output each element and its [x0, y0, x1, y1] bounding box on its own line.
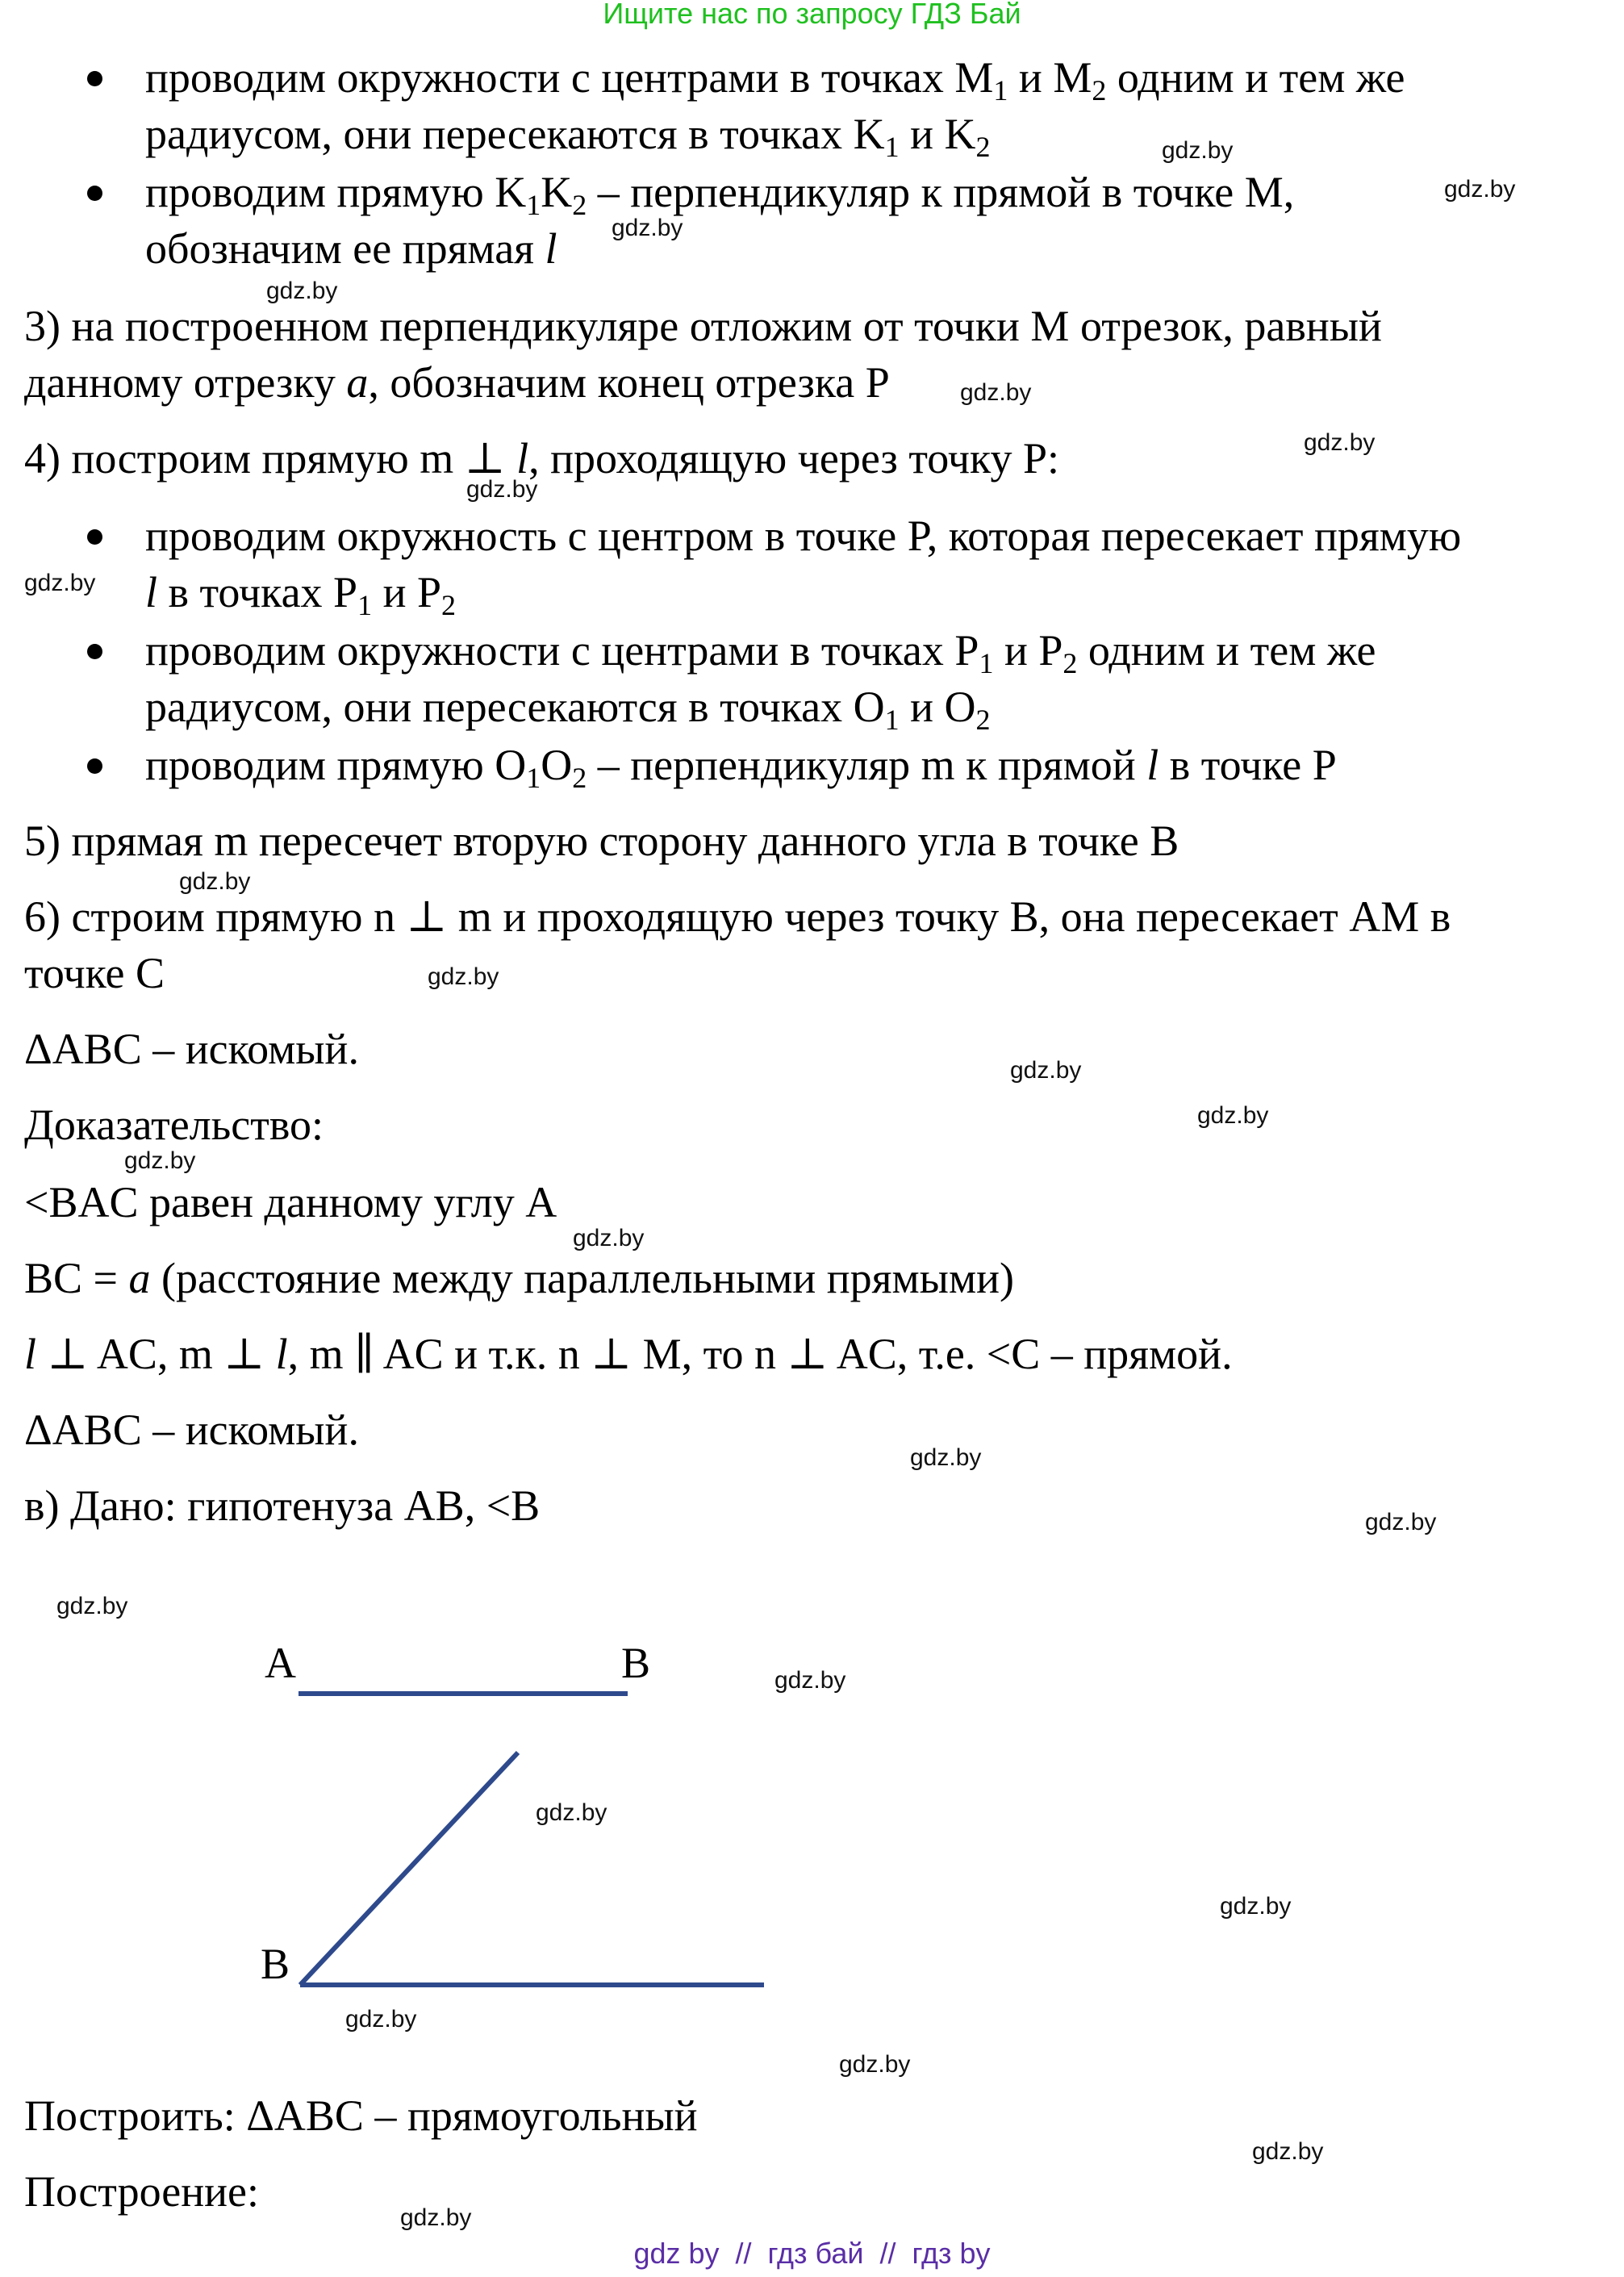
watermark: gdz.by — [573, 1225, 645, 1251]
watermark: gdz.by — [400, 2204, 472, 2231]
step-5-line: 5) прямая m пересечет вторую сторону данного угла в точке B — [24, 817, 1179, 865]
watermark: gdz.by — [1252, 2138, 1324, 2165]
label-b-vertex: B — [261, 1940, 290, 1988]
step-6-line-1: 6) строим прямую n ⊥ m и проходящую через точку B, она пересекает AM в — [24, 892, 1451, 941]
watermark: gdz.by — [24, 570, 96, 596]
watermark: gdz.by — [1197, 1102, 1269, 1129]
watermark: gdz.by — [1162, 137, 1234, 164]
bullet-text-line: обозначим ее прямая l — [145, 224, 557, 273]
watermark: gdz.by — [774, 1667, 846, 1694]
proof-title: Доказательство: — [24, 1101, 324, 1149]
watermark: gdz.by — [960, 379, 1032, 406]
footer-link-gdz-by-cyr[interactable]: гдз by — [912, 2237, 991, 2270]
bullet-text-line: проводим прямую $K_1K_2$ – перпендикуляр к прямой в точке M, — [145, 168, 1295, 221]
part-v-given: в) Дано: гипотенуза AB, <B — [24, 1481, 541, 1530]
bullet-text-line: проводим окружность с центром в точке P, которая пересекает прямую — [145, 512, 1462, 560]
bullet-text-line: проводим прямую $O_1O_2$ – перпендикуляр m к прямой l в точке P — [145, 741, 1337, 794]
bullet-text-line: проводим окружности с центрами в точках $P_1$ и $P_2$ одним и тем же — [145, 626, 1376, 679]
step-3-line-2: данному отрезку a, обозначим конец отрезка P — [24, 358, 890, 407]
watermark: gdz.by — [428, 963, 499, 990]
proof-line: BC = a (расстояние между параллельными прямыми) — [24, 1254, 1015, 1302]
label-b-top: B — [621, 1639, 651, 1687]
watermark: gdz.by — [839, 2051, 911, 2078]
watermark: gdz.by — [910, 1444, 982, 1471]
watermark: gdz.by — [345, 2006, 417, 2033]
step-4-line: 4) построим прямую m ⊥ l, проходящую через точку P: — [24, 434, 1059, 483]
footer-links — [0, 2237, 1624, 2271]
watermark: gdz.by — [536, 1799, 607, 1826]
bullet-text-line: радиусом, они пересекаются в точках $K_1$ и $K_2$ — [145, 110, 991, 163]
proof-line: <BAC равен данному углу A — [24, 1178, 557, 1226]
watermark: gdz.by — [1304, 429, 1376, 456]
watermark: gdz.by — [179, 868, 251, 895]
watermark: gdz.by — [1220, 1893, 1292, 1920]
watermark: gdz.by — [266, 278, 338, 304]
label-a: A — [265, 1639, 296, 1687]
watermark: gdz.by — [1444, 176, 1516, 203]
result-line: ΔABC – искомый. — [24, 1025, 359, 1073]
watermark: gdz.by — [612, 215, 683, 241]
footer-link-gdz-by[interactable]: gdz by — [633, 2237, 720, 2270]
footer-separator: // — [735, 2237, 752, 2270]
step-3-line-1: 3) на построенном перпендикуляре отложим от точки M отрезок, равный — [24, 302, 1382, 350]
header-search-link[interactable]: Ищите нас по запросу ГДЗ Бай — [603, 0, 1021, 30]
result-line: ΔABC – искомый. — [24, 1406, 359, 1454]
watermark: gdz.by — [466, 476, 538, 503]
bullet-text-line: l в точках $P_1$ и $P_2$ — [145, 568, 457, 621]
watermark: gdz.by — [124, 1147, 196, 1174]
watermark: gdz.by — [1010, 1057, 1082, 1084]
construction-title: Построение: — [24, 2167, 259, 2216]
step-6-line-2: точке C — [24, 949, 165, 997]
angle-ray — [300, 1753, 518, 1985]
bullet-text-line: проводим окружности с центрами в точках $M_1$ и $M_2$ одним и тем же — [145, 53, 1405, 107]
footer-link-gdz-bai[interactable]: гдз бай — [767, 2237, 864, 2270]
bullet-text-line: радиусом, они пересекаются в точках $O_1$ и $O_2$ — [145, 683, 991, 736]
watermark: gdz.by — [1365, 1509, 1437, 1535]
footer-separator: // — [879, 2237, 896, 2270]
construct-task: Построить: ΔABC – прямоугольный — [24, 2091, 698, 2140]
watermark: gdz.by — [56, 1593, 128, 1619]
proof-line: l ⊥ AC, m ⊥ l, m ∥ AC и т.к. n ⊥ M, то n ⊥ AC, т.е. <C – прямой. — [24, 1330, 1233, 1378]
